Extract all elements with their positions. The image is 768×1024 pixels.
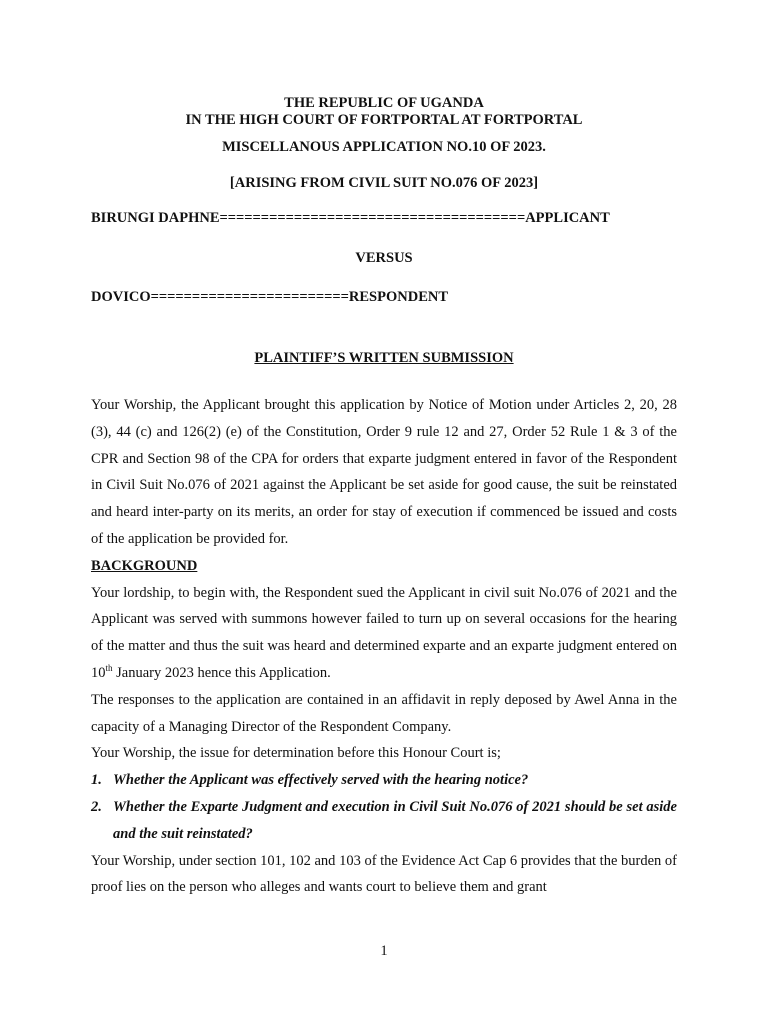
court-heading-republic: THE REPUBLIC OF UGANDA (284, 95, 484, 111)
respondent-line: DOVICO========================RESPONDENT (91, 289, 449, 305)
issue-text: Whether the Applicant was effectively served with the hearing notice? (113, 772, 529, 789)
versus-label: VERSUS (355, 250, 413, 266)
issue-text: Whether the Exparte Judgment and execution in Civil Suit No.076 of 2021 should be set aside and the suit reinstated? (113, 798, 677, 842)
background-paragraph-3: Your Worship, the issue for determination before this Honour Court is; (91, 745, 501, 762)
document-title-text: PLAINTIFF’S WRITTEN SUBMISSION (254, 350, 514, 366)
document-body (91, 392, 677, 901)
closing-paragraph: Your Worship, under section 101, 102 and 103 of the Evidence Act Cap 6 provides that the burden of proof lies on the person who alleges and wants court to believe them and grant (91, 852, 677, 896)
applicant-line: BIRUNGI DAPHNE=====================================APPLICANT (91, 210, 610, 226)
intro-paragraph: Your Worship, the Applicant brought this application by Notice of Motion under Articles 2, 20, 28 (3), 44 (c) and 126(2) (e) of the Constitution, Order 9 rule 12 and 27, Order 52 Rule 1 & 3 of the CPR and Section 98 of the CPA for orders that exparte judgment entered in favor of the Respondent in Civil Suit No.076 of 2021 against the Applicant be set aside for good cause, the suit be reinstated and heard inter-party on its merits, an order for stay of execution if commenced be issued and costs of the application be provided for. (91, 397, 677, 547)
background-heading (91, 553, 677, 580)
background-paragraph-1-start: Your lordship, to begin with, the Respondent sued the Applicant in civil suit No.076 of 2021 and the Applicant was served with summons however failed to turn up on several occasions for the hearing of the matter and thus the suit was heard and determined exparte and an exparte judgment entered on (91, 584, 677, 655)
court-heading-high-court: IN THE HIGH COURT OF FORTPORTAL AT FORTPORTAL (185, 112, 583, 128)
issues-list (91, 767, 677, 847)
issue-number: 2. (91, 798, 102, 815)
background-paragraph-1-end: January 2023 hence this Application. (112, 664, 331, 681)
page-number: 1 (380, 943, 388, 959)
application-number: MISCELLANOUS APPLICATION NO.10 OF 2023. (222, 139, 546, 155)
document-title (0, 350, 768, 367)
arising-from-line: [ARISING FROM CIVIL SUIT NO.076 OF 2023] (229, 175, 539, 191)
background-heading-text: BACKGROUND (91, 557, 198, 574)
background-paragraph-2: The responses to the application are contained in an affidavit in reply deposed by Awel Anna in the capacity of a Managing Director of the Respondent Company. (91, 691, 677, 735)
issue-number: 1. (91, 772, 102, 789)
issue-item (91, 794, 677, 848)
background-paragraph-1 (91, 580, 677, 687)
judgment-day-suffix: th (105, 663, 113, 674)
issue-item (91, 767, 677, 794)
judgment-day: 10 (91, 664, 106, 681)
